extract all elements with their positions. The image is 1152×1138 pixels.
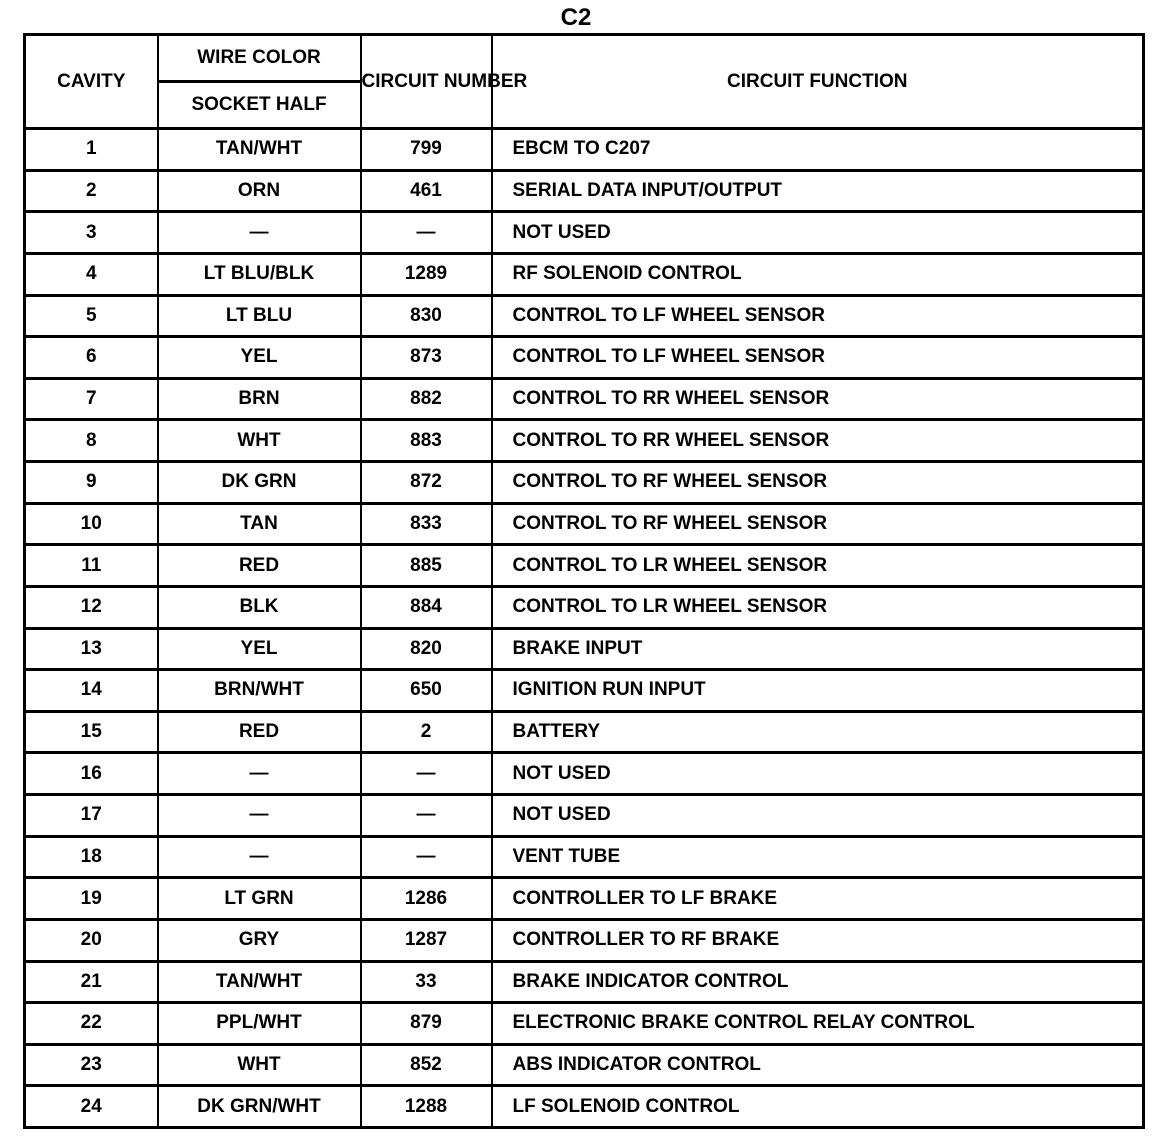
cavity-cell: 4: [25, 253, 158, 295]
cavity-cell: 19: [25, 878, 158, 920]
circuit-number-cell: 872: [361, 462, 492, 504]
circuit-function-cell: RF SOLENOID CONTROL: [492, 253, 1144, 295]
circuit-function-cell: NOT USED: [492, 753, 1144, 795]
circuit-function-cell: IGNITION RUN INPUT: [492, 670, 1144, 712]
connector-title: C2: [560, 4, 592, 31]
wire-color-header: WIRE COLOR: [158, 35, 361, 82]
circuit-function-cell: ABS INDICATOR CONTROL: [492, 1044, 1144, 1086]
circuit-number-cell: 820: [361, 628, 492, 670]
wire-color-cell: ORN: [158, 170, 361, 212]
circuit-number-header: CIRCUIT NUMBER: [361, 35, 492, 129]
cavity-cell: 5: [25, 295, 158, 337]
circuit-function-header: CIRCUIT FUNCTION: [492, 35, 1144, 129]
circuit-number-cell: 461: [361, 170, 492, 212]
cavity-cell: 16: [25, 753, 158, 795]
circuit-function-cell: CONTROLLER TO LF BRAKE: [492, 878, 1144, 920]
circuit-number-cell: 879: [361, 1003, 492, 1045]
wire-color-cell: BRN: [158, 378, 361, 420]
cavity-cell: 11: [25, 545, 158, 587]
cavity-cell: 3: [25, 212, 158, 254]
circuit-number-cell: 833: [361, 503, 492, 545]
circuit-function-cell: CONTROL TO RF WHEEL SENSOR: [492, 462, 1144, 504]
cavity-cell: 17: [25, 795, 158, 837]
table-row: [25, 836, 1144, 878]
wire-color-cell: LT BLU: [158, 295, 361, 337]
wire-color-cell: BLK: [158, 586, 361, 628]
cavity-header: CAVITY: [25, 35, 158, 129]
circuit-function-cell: SERIAL DATA INPUT/OUTPUT: [492, 170, 1144, 212]
wire-color-cell: LT GRN: [158, 878, 361, 920]
cavity-cell: 1: [25, 129, 158, 171]
cavity-cell: 6: [25, 337, 158, 379]
circuit-number-cell: —: [361, 753, 492, 795]
cavity-cell: 22: [25, 1003, 158, 1045]
wire-color-cell: YEL: [158, 337, 361, 379]
circuit-function-cell: CONTROL TO RR WHEEL SENSOR: [492, 420, 1144, 462]
cavity-cell: 7: [25, 378, 158, 420]
circuit-number-cell: 852: [361, 1044, 492, 1086]
circuit-function-cell: BATTERY: [492, 711, 1144, 753]
table-row: [25, 253, 1144, 295]
circuit-function-cell: CONTROL TO RF WHEEL SENSOR: [492, 503, 1144, 545]
circuit-number-cell: 873: [361, 337, 492, 379]
table-row: [25, 711, 1144, 753]
circuit-function-cell: CONTROLLER TO RF BRAKE: [492, 919, 1144, 961]
table-row: [25, 170, 1144, 212]
wire-color-cell: RED: [158, 545, 361, 587]
circuit-number-cell: 650: [361, 670, 492, 712]
circuit-number-cell: —: [361, 795, 492, 837]
table-row: [25, 337, 1144, 379]
cavity-cell: 8: [25, 420, 158, 462]
cavity-cell: 10: [25, 503, 158, 545]
wire-color-cell: WHT: [158, 420, 361, 462]
circuit-number-cell: 1286: [361, 878, 492, 920]
wire-color-cell: LT BLU/BLK: [158, 253, 361, 295]
circuit-number-cell: —: [361, 212, 492, 254]
table-row: [25, 670, 1144, 712]
circuit-function-cell: CONTROL TO LF WHEEL SENSOR: [492, 295, 1144, 337]
table-row: [25, 462, 1144, 504]
table-row: [25, 1044, 1144, 1086]
circuit-function-cell: VENT TUBE: [492, 836, 1144, 878]
header-row: [25, 35, 1144, 82]
wire-color-cell: —: [158, 836, 361, 878]
cavity-cell: 14: [25, 670, 158, 712]
wire-color-cell: BRN/WHT: [158, 670, 361, 712]
wire-color-cell: YEL: [158, 628, 361, 670]
table-row: [25, 919, 1144, 961]
wire-color-cell: TAN: [158, 503, 361, 545]
cavity-cell: 20: [25, 919, 158, 961]
cavity-cell: 24: [25, 1086, 158, 1128]
cavity-cell: 12: [25, 586, 158, 628]
wire-color-cell: RED: [158, 711, 361, 753]
cavity-cell: 2: [25, 170, 158, 212]
circuit-function-cell: NOT USED: [492, 212, 1144, 254]
circuit-function-cell: EBCM TO C207: [492, 129, 1144, 171]
cavity-cell: 15: [25, 711, 158, 753]
cavity-cell: 18: [25, 836, 158, 878]
circuit-number-cell: 33: [361, 961, 492, 1003]
wire-color-cell: —: [158, 753, 361, 795]
wire-color-cell: DK GRN: [158, 462, 361, 504]
circuit-function-cell: CONTROL TO LR WHEEL SENSOR: [492, 545, 1144, 587]
circuit-number-cell: 882: [361, 378, 492, 420]
connector-pinout-table: [23, 33, 1145, 1129]
circuit-number-cell: 883: [361, 420, 492, 462]
circuit-number-cell: 2: [361, 711, 492, 753]
table-row: [25, 503, 1144, 545]
cavity-cell: 21: [25, 961, 158, 1003]
circuit-number-cell: 885: [361, 545, 492, 587]
table-row: [25, 295, 1144, 337]
table-row: [25, 545, 1144, 587]
circuit-function-cell: LF SOLENOID CONTROL: [492, 1086, 1144, 1128]
wire-color-cell: —: [158, 212, 361, 254]
circuit-number-cell: 1288: [361, 1086, 492, 1128]
wire-color-cell: PPL/WHT: [158, 1003, 361, 1045]
circuit-number-cell: 884: [361, 586, 492, 628]
circuit-function-cell: BRAKE INDICATOR CONTROL: [492, 961, 1144, 1003]
table-row: [25, 961, 1144, 1003]
cavity-cell: 23: [25, 1044, 158, 1086]
cavity-cell: 13: [25, 628, 158, 670]
table-row: [25, 586, 1144, 628]
table-row: [25, 378, 1144, 420]
circuit-function-cell: CONTROL TO RR WHEEL SENSOR: [492, 378, 1144, 420]
wire-color-cell: GRY: [158, 919, 361, 961]
wire-color-cell: DK GRN/WHT: [158, 1086, 361, 1128]
wire-color-cell: WHT: [158, 1044, 361, 1086]
table-row: [25, 1086, 1144, 1128]
circuit-function-cell: BRAKE INPUT: [492, 628, 1144, 670]
table-row: [25, 795, 1144, 837]
circuit-number-cell: 830: [361, 295, 492, 337]
table-row: [25, 129, 1144, 171]
circuit-number-cell: 799: [361, 129, 492, 171]
circuit-function-cell: CONTROL TO LF WHEEL SENSOR: [492, 337, 1144, 379]
circuit-number-cell: —: [361, 836, 492, 878]
wire-color-cell: TAN/WHT: [158, 129, 361, 171]
circuit-function-cell: ELECTRONIC BRAKE CONTROL RELAY CONTROL: [492, 1003, 1144, 1045]
table-row: [25, 420, 1144, 462]
table-row: [25, 628, 1144, 670]
circuit-number-cell: 1287: [361, 919, 492, 961]
wire-color-cell: TAN/WHT: [158, 961, 361, 1003]
circuit-function-cell: CONTROL TO LR WHEEL SENSOR: [492, 586, 1144, 628]
table-row: [25, 753, 1144, 795]
circuit-number-cell: 1289: [361, 253, 492, 295]
table-row: [25, 212, 1144, 254]
circuit-function-cell: NOT USED: [492, 795, 1144, 837]
wire-color-cell: —: [158, 795, 361, 837]
cavity-cell: 9: [25, 462, 158, 504]
table-row: [25, 1003, 1144, 1045]
socket-half-header: SOCKET HALF: [158, 82, 361, 129]
table-row: [25, 878, 1144, 920]
